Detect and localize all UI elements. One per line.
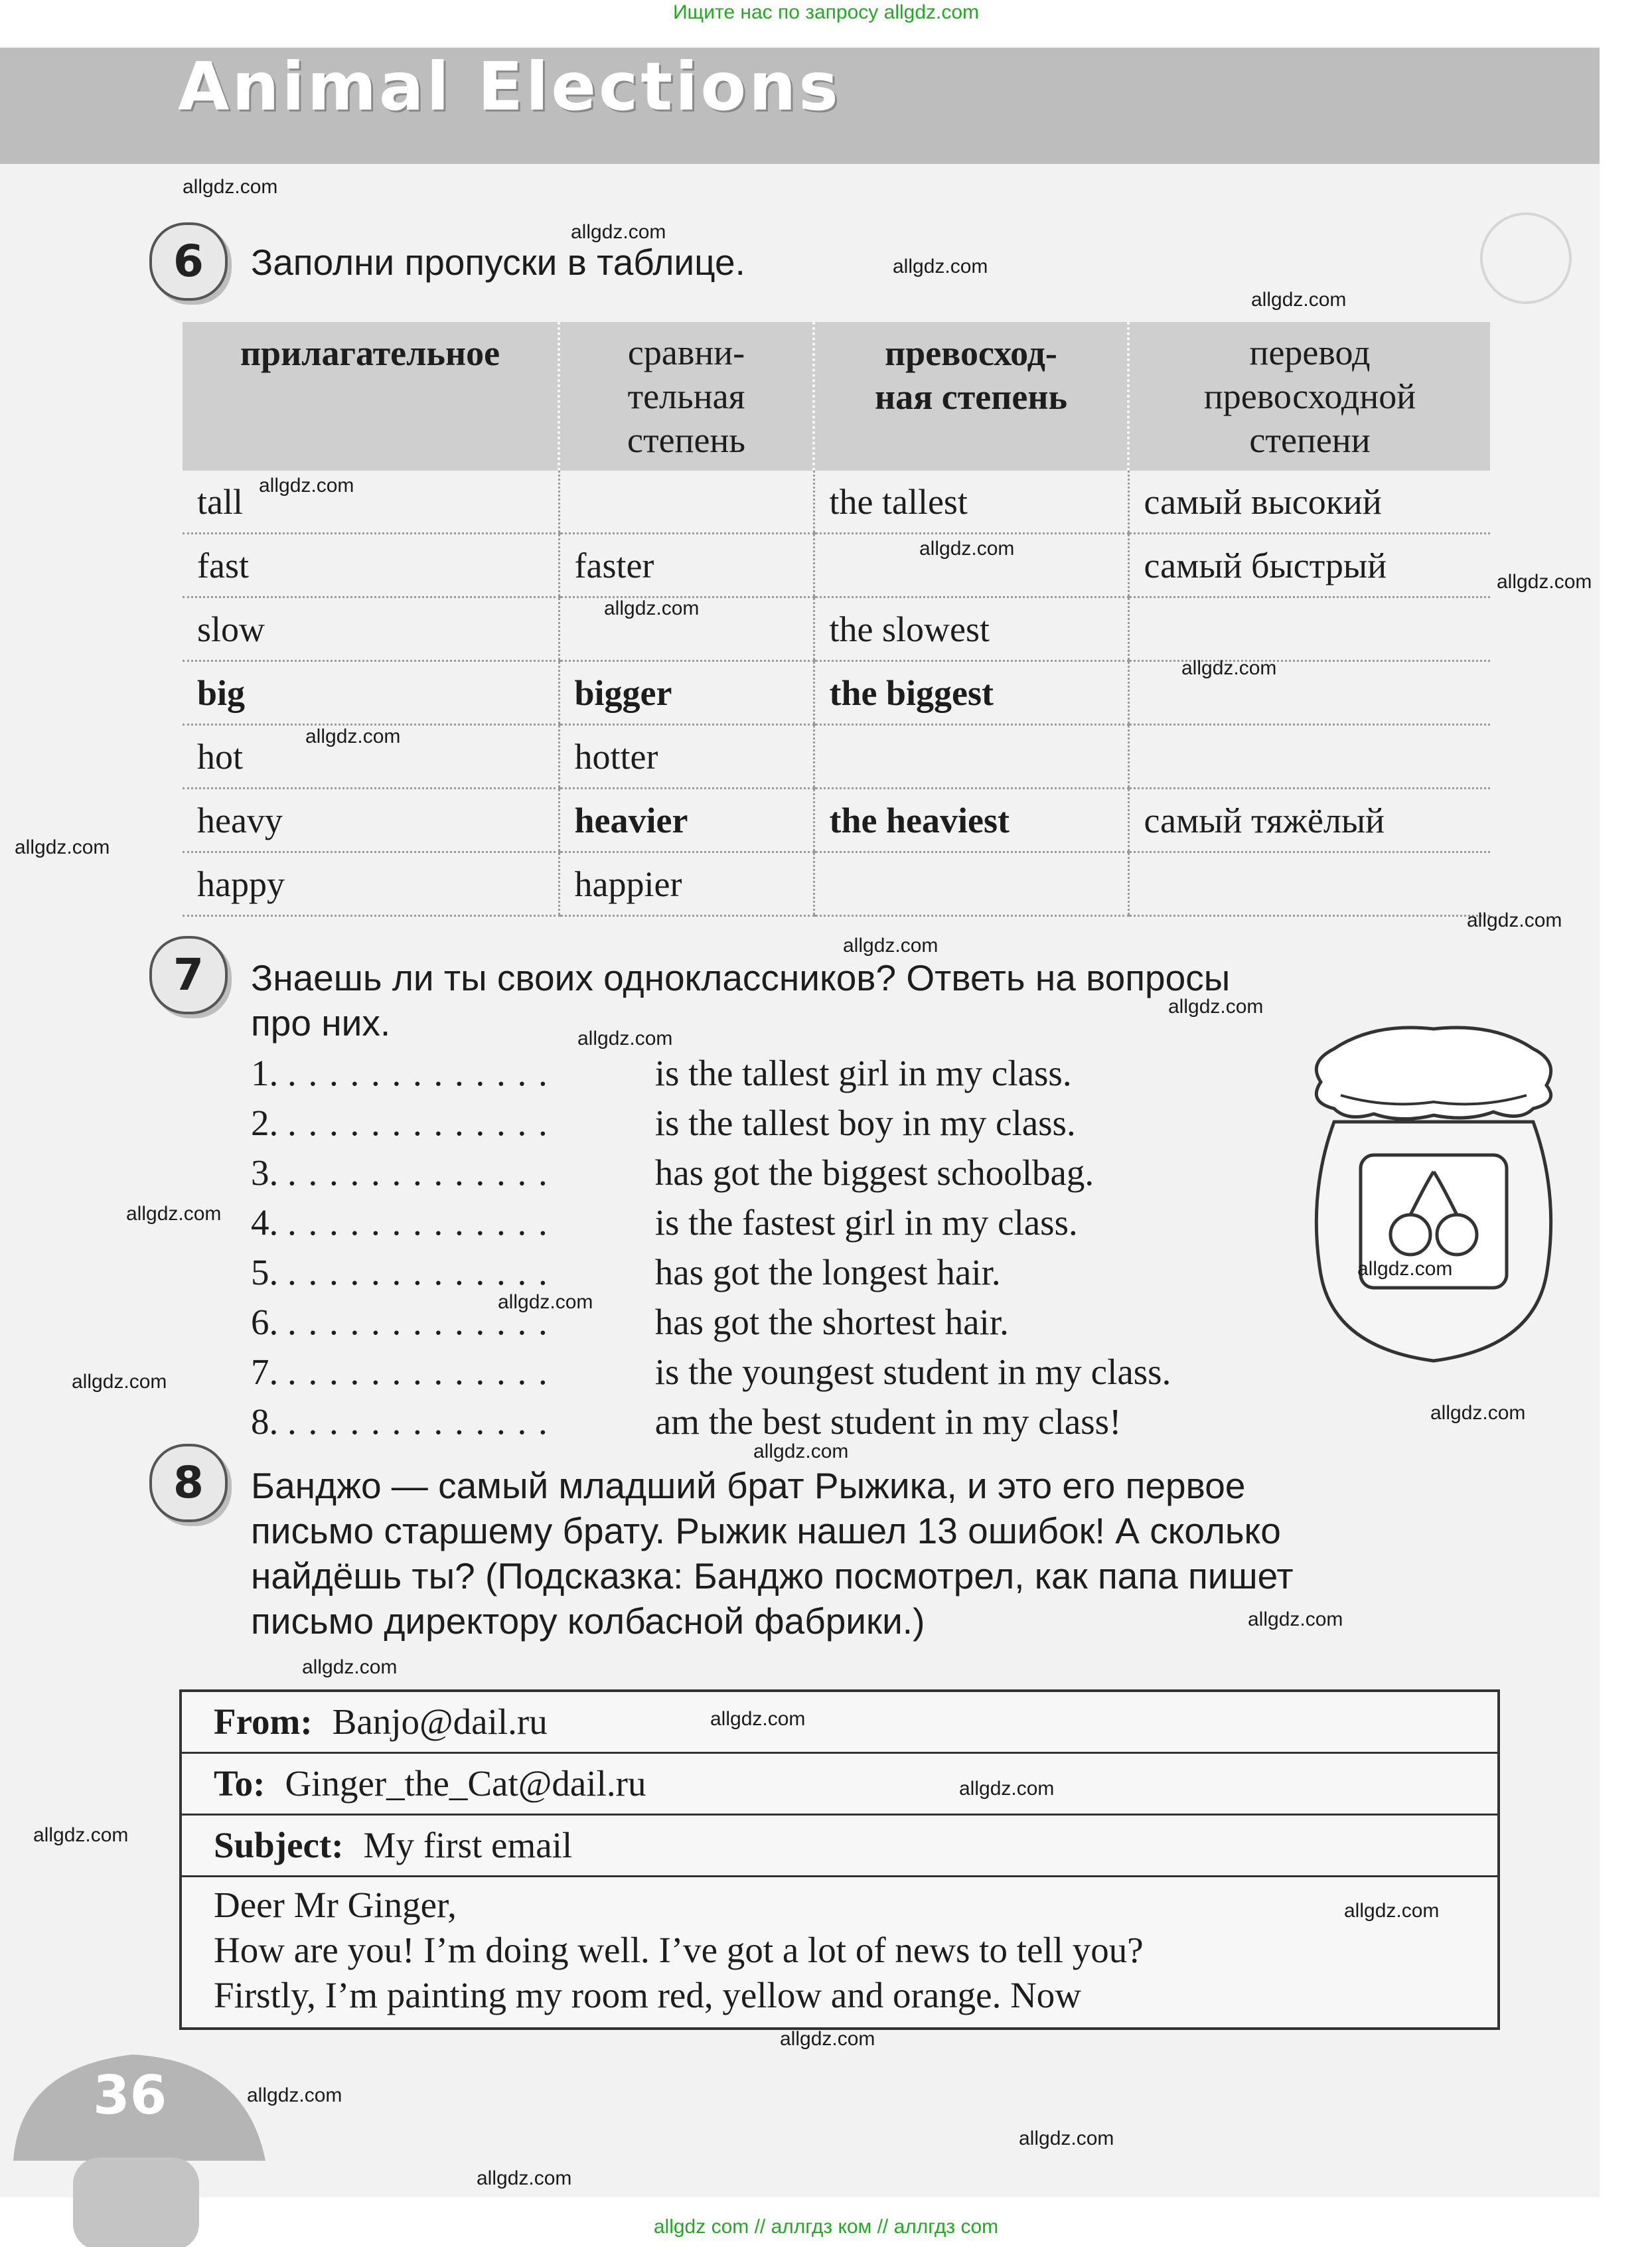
exercise8-text-line1: Банджо — самый младший брат Рыжика, и это его первое bbox=[251, 1465, 1246, 1506]
table-cell: the slowest bbox=[814, 597, 1128, 661]
list-item bbox=[251, 1198, 1078, 1247]
exercise8-text-line3: найдёшь ты? (Подсказка: Банджо посмотрел, как папа пишет bbox=[251, 1555, 1294, 1596]
watermark: allgdz.com bbox=[302, 1656, 398, 1678]
exercise7-instruction-line2: про них. bbox=[251, 1002, 391, 1044]
table-cell: big bbox=[183, 661, 559, 725]
email-to-row bbox=[182, 1754, 1497, 1816]
email-to-value: Ginger_the_Cat@dail.ru bbox=[285, 1763, 646, 1804]
watermark: allgdz.com bbox=[571, 221, 666, 243]
item-number: 6. bbox=[251, 1302, 279, 1342]
watermark: allgdz.com bbox=[1181, 657, 1277, 679]
watermark: allgdz.com bbox=[753, 1440, 849, 1462]
watermark: allgdz.com bbox=[183, 176, 278, 198]
watermark: allgdz.com bbox=[710, 1708, 806, 1730]
email-body-line: How are you! I’m doing well. I’ve got a lot of news to tell you? bbox=[214, 1930, 1144, 1970]
list-item bbox=[251, 1348, 1171, 1397]
item-text: has got the biggest schoolbag. bbox=[654, 1152, 1094, 1193]
answer-blank[interactable]: . . . . . . . . . . . . . bbox=[287, 1302, 549, 1342]
watermark: allgdz.com bbox=[1467, 909, 1562, 931]
page-number: 36 bbox=[93, 2064, 167, 2126]
answer-blank[interactable]: . . . . . . . . . . . . . bbox=[287, 1202, 549, 1243]
item-text: has got the shortest hair. bbox=[654, 1302, 1009, 1342]
table-cell: happy bbox=[183, 852, 559, 916]
jam-jar-illustration bbox=[1294, 1022, 1573, 1374]
watermark: allgdz.com bbox=[126, 1203, 222, 1225]
email-body-line: Firstly, I’m painting my room red, yellow and orange. Now bbox=[214, 1975, 1082, 2015]
item-number: 1. bbox=[251, 1053, 279, 1093]
table-cell bbox=[1128, 852, 1490, 916]
table-cell bbox=[814, 725, 1128, 789]
bleed-through-circle-icon bbox=[1480, 212, 1572, 304]
list-item bbox=[251, 1397, 1121, 1446]
exercise-number-6: 6 bbox=[149, 222, 228, 301]
watermark: allgdz.com bbox=[1248, 1608, 1343, 1630]
table-cell: bigger bbox=[559, 661, 814, 725]
table-cell: happier bbox=[559, 852, 814, 916]
table-cell: самый быстрый bbox=[1128, 534, 1490, 597]
watermark: allgdz.com bbox=[1344, 1900, 1440, 1922]
watermark: allgdz.com bbox=[577, 1028, 673, 1049]
email-subject-label: Subject: bbox=[214, 1825, 344, 1865]
table-header-translation: перевод превосходной степени bbox=[1128, 322, 1490, 471]
table-cell bbox=[1128, 597, 1490, 661]
answer-blank[interactable]: . . . . . . . . . . . . . bbox=[287, 1352, 549, 1392]
table-row bbox=[183, 661, 1490, 725]
watermark: allgdz.com bbox=[305, 726, 401, 747]
bottom-link[interactable]: allgdz com // аллгдз ком // аллгдз com bbox=[653, 2216, 999, 2238]
watermark: allgdz.com bbox=[477, 2167, 572, 2189]
exercise8-text-line2: письмо старшему брату. Рыжик нашел 13 ошибок! А сколько bbox=[251, 1510, 1281, 1551]
top-link[interactable]: Ищите нас по запросу allgdz.com bbox=[672, 1, 980, 23]
table-cell bbox=[559, 471, 814, 534]
item-number: 2. bbox=[251, 1103, 279, 1143]
list-item bbox=[251, 1148, 1094, 1198]
watermark: allgdz.com bbox=[1357, 1258, 1453, 1280]
email-from-label: From: bbox=[214, 1701, 313, 1742]
email-from-value: Banjo@dail.ru bbox=[332, 1701, 548, 1742]
table-cell: hot bbox=[183, 725, 559, 789]
table-cell: the biggest bbox=[814, 661, 1128, 725]
table-row bbox=[183, 597, 1490, 661]
item-text: is the tallest boy in my class. bbox=[654, 1103, 1076, 1143]
email-body-line: Deer Mr Ginger, bbox=[214, 1885, 457, 1925]
table-header-comparative: сравни- тельная степень bbox=[559, 322, 814, 471]
item-text: is the youngest student in my class. bbox=[654, 1352, 1171, 1392]
list-item bbox=[251, 1049, 1072, 1098]
item-number: 8. bbox=[251, 1401, 279, 1442]
table-row bbox=[183, 471, 1490, 534]
item-text: is the fastest girl in my class. bbox=[654, 1202, 1078, 1243]
answer-blank[interactable]: . . . . . . . . . . . . . bbox=[287, 1401, 549, 1442]
table-cell: heavier bbox=[559, 789, 814, 852]
answer-blank[interactable]: . . . . . . . . . . . . . bbox=[287, 1103, 549, 1143]
item-text: am the best student in my class! bbox=[654, 1401, 1122, 1442]
table-cell: самый высокий bbox=[1128, 471, 1490, 534]
exercise7-instruction-line1: Знаешь ли ты своих одноклассников? Ответь на вопросы bbox=[251, 957, 1231, 998]
table-row bbox=[183, 852, 1490, 916]
table-cell: the heaviest bbox=[814, 789, 1128, 852]
item-number: 3. bbox=[251, 1152, 279, 1193]
watermark: allgdz.com bbox=[1168, 996, 1264, 1018]
email-body bbox=[182, 1877, 1497, 2027]
answer-blank[interactable]: . . . . . . . . . . . . . bbox=[287, 1053, 549, 1093]
watermark: allgdz.com bbox=[15, 836, 110, 858]
exercise-number-8: 8 bbox=[149, 1444, 228, 1522]
table-cell: самый тяжёлый bbox=[1128, 789, 1490, 852]
answer-blank[interactable]: . . . . . . . . . . . . . bbox=[287, 1252, 549, 1292]
adjectives-table bbox=[183, 322, 1490, 917]
email-from-row bbox=[182, 1692, 1497, 1754]
banner-title: Animal Elections bbox=[178, 48, 841, 125]
watermark: allgdz.com bbox=[1019, 2128, 1114, 2149]
table-header-superlative: превосход- ная степень bbox=[814, 322, 1128, 471]
list-item bbox=[251, 1099, 1076, 1148]
watermark: allgdz.com bbox=[604, 597, 700, 619]
table-row bbox=[183, 534, 1490, 597]
table-cell: faster bbox=[559, 534, 814, 597]
email-to-label: To: bbox=[214, 1763, 265, 1804]
list-item bbox=[251, 1248, 1001, 1297]
table-cell: slow bbox=[183, 597, 559, 661]
watermark: allgdz.com bbox=[1430, 1402, 1526, 1424]
mushroom-icon bbox=[0, 2028, 292, 2247]
email-box bbox=[179, 1689, 1500, 2030]
exercise-number-7: 7 bbox=[149, 936, 228, 1014]
table-header-adjective: прилагательное bbox=[183, 322, 559, 471]
watermark: allgdz.com bbox=[893, 256, 988, 277]
watermark: allgdz.com bbox=[33, 1824, 129, 1846]
exercise6-instruction: Заполни пропуски в таблице. bbox=[251, 242, 745, 283]
watermark: allgdz.com bbox=[1497, 571, 1592, 593]
table-cell bbox=[1128, 725, 1490, 789]
email-subject-row bbox=[182, 1816, 1497, 1877]
table-cell: heavy bbox=[183, 789, 559, 852]
item-number: 5. bbox=[251, 1252, 279, 1292]
watermark: allgdz.com bbox=[919, 538, 1015, 560]
answer-blank[interactable]: . . . . . . . . . . . . . bbox=[287, 1152, 549, 1193]
list-item bbox=[251, 1298, 1009, 1347]
table-row bbox=[183, 789, 1490, 852]
watermark: allgdz.com bbox=[780, 2028, 875, 2050]
item-text: is the tallest girl in my class. bbox=[654, 1053, 1072, 1093]
watermark: allgdz.com bbox=[72, 1371, 167, 1393]
table-cell bbox=[814, 852, 1128, 916]
watermark: allgdz.com bbox=[498, 1291, 593, 1313]
item-text: has got the longest hair. bbox=[654, 1252, 1001, 1292]
watermark: allgdz.com bbox=[959, 1778, 1055, 1800]
watermark: allgdz.com bbox=[259, 475, 354, 497]
table-cell: fast bbox=[183, 534, 559, 597]
item-number: 4. bbox=[251, 1202, 279, 1243]
table-cell: tall bbox=[183, 471, 559, 534]
watermark: allgdz.com bbox=[247, 2084, 342, 2106]
table-cell: the tallest bbox=[814, 471, 1128, 534]
email-subject-value: My first email bbox=[363, 1825, 573, 1865]
table-cell: hotter bbox=[559, 725, 814, 789]
watermark: allgdz.com bbox=[843, 935, 939, 957]
watermark: allgdz.com bbox=[1251, 289, 1347, 311]
item-number: 7. bbox=[251, 1352, 279, 1392]
exercise8-text-line4: письмо директору колбасной фабрики.) bbox=[251, 1600, 925, 1642]
